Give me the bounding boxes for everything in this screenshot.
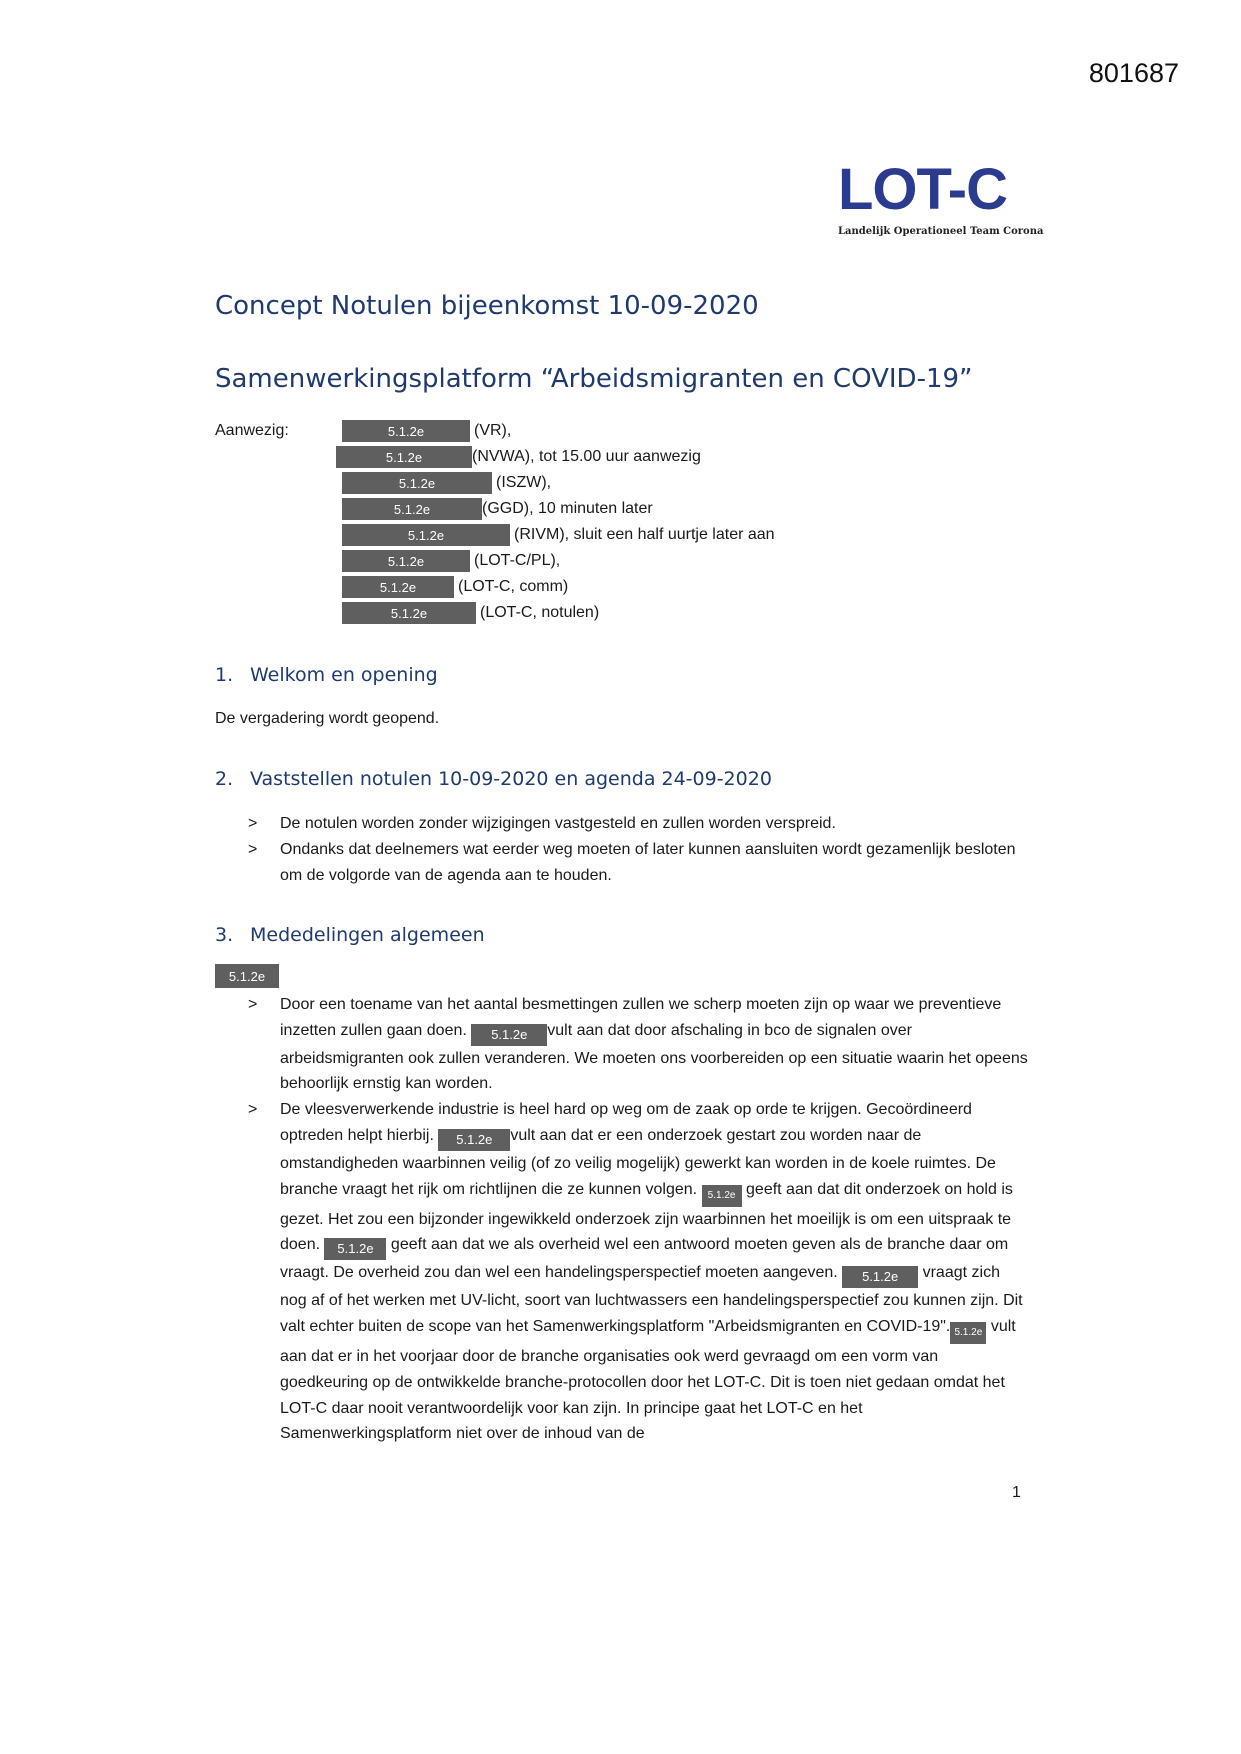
bullet-list <box>248 992 1028 1447</box>
page-title: Concept Notulen bijeenkomst 10-09-2020 <box>215 291 759 321</box>
redaction: 5.1.2e <box>342 472 492 494</box>
section-number: 2. <box>215 768 234 790</box>
bullet-item <box>248 992 1028 1097</box>
lotc-logo <box>838 157 1044 237</box>
page-subtitle: Samenwerkingsplatform “Arbeidsmigranten en COVID-19” <box>215 364 973 394</box>
redaction: 5.1.2e <box>342 602 476 624</box>
bullet-list <box>248 811 1028 888</box>
section-number: 3. <box>215 924 234 946</box>
attendee-row <box>342 575 568 599</box>
bullet-text: vult aan dat er een onderzoek gestart zou worden naar de omstandigheden waarbinnen veilig (of zo veilig mogelijk) gewerkt kan worden in de koele ruimtes. De branche vraagt het rijk om richtlijnen die ze kunnen volgen. <box>280 1127 996 1198</box>
attendee-affiliation: (LOT-C, notulen) <box>480 604 600 621</box>
bullet-text: geeft aan dat we als overheid wel een antwoord moeten geven als de branche daar om vraagt. De overheid zou dan wel een handelingsperspectief moeten aangeven. <box>280 1236 1009 1282</box>
redaction: 5.1.2e <box>342 576 454 598</box>
redaction: 5.1.2e <box>702 1185 742 1207</box>
section-heading-notulen <box>215 768 772 790</box>
section-number: 1. <box>215 664 234 686</box>
attendee-affiliation: (RIVM), sluit een half uurtje later aan <box>514 526 775 543</box>
redaction: 5.1.2e <box>471 1024 547 1046</box>
attendee-affiliation: (NVWA), tot 15.00 uur aanwezig <box>472 448 701 465</box>
redaction: 5.1.2e <box>342 498 482 520</box>
redaction: 5.1.2e <box>342 524 510 546</box>
attendee-row <box>342 549 560 573</box>
section-text: De vergadering wordt geopend. <box>215 710 440 727</box>
attendee-row <box>342 601 599 625</box>
section-title: Vaststellen notulen 10-09-2020 en agenda 24-09-2020 <box>250 768 772 790</box>
bullet-text: vraagt zich nog af of het werken met UV-licht, soort van luchtwassers een handelingsperspectief zou kunnen zijn. Dit valt echter buiten de scope van het Samenwerkingsplatform "Arbeidsmigranten en COVID-19". <box>280 1264 1023 1336</box>
attendee-affiliation: (LOT-C, comm) <box>458 578 569 595</box>
redaction: 5.1.2e <box>438 1129 510 1151</box>
bullet-item <box>248 1097 1028 1447</box>
attendee-row <box>342 523 775 547</box>
section-heading-welkom <box>215 664 438 686</box>
page-number: 1 <box>1012 1484 1021 1501</box>
attendee-row <box>342 471 551 495</box>
bullet-text: Door een toename van het aantal besmettingen zullen we scherp moeten zijn op waar we preventieve inzetten zullen gaan doen. <box>280 996 1002 1039</box>
attendee-affiliation: (LOT-C/PL), <box>474 552 561 569</box>
redaction: 5.1.2e <box>336 446 472 468</box>
attendee-row <box>336 445 701 469</box>
bullet-item: > Ondanks dat deelnemers wat eerder weg moeten of later kunnen aansluiten wordt gezamenlijk besloten om de volgorde van de agenda aan te houden. <box>248 837 1028 889</box>
redaction: 5.1.2e <box>950 1322 986 1344</box>
document-id: 801687 <box>1088 58 1179 88</box>
attendee-affiliation: (ISZW), <box>496 474 552 491</box>
attendee-affiliation: (VR), <box>474 422 512 439</box>
redaction: 5.1.2e <box>215 964 279 988</box>
section-heading-mededelingen <box>215 924 485 946</box>
redaction: 5.1.2e <box>342 550 470 572</box>
attendee-row <box>342 419 511 443</box>
attendee-affiliation: (GGD), 10 minuten later <box>482 500 653 517</box>
redaction: 5.1.2e <box>842 1266 918 1288</box>
bullet-text: geeft aan dat dit onderzoek on hold is gezet. Het zou een bijzonder ingewikkeld onderzoek zijn waarbinnen het moeilijk is om een uitspraak te doen. <box>280 1180 1013 1254</box>
bullet-text: vult aan dat door afschaling in bco de signalen over arbeidsmigranten ook zullen veranderen. We moeten ons voorbereiden op een situatie waarin het opeens behoorlijk ernstig kan worden. <box>280 1021 1028 1093</box>
section-title: Welkom en opening <box>250 664 438 686</box>
bullet-text: vult aan dat er in het voorjaar door de branche organisaties ook werd gevraagd om een vorm van goedkeuring op de ontwikkelde branche-protocollen door het LOT-C. Dit is toen niet gedaan omdat het LOT-C daar nooit verantwoordelijk voor kan zijn. In principe gaat het LOT-C en het Samenwerkingsplatform niet over de inhoud van de <box>280 1318 1016 1443</box>
logo-subtitle: Landelijk Operationeel Team Corona <box>838 226 1044 237</box>
redaction: 5.1.2e <box>342 420 470 442</box>
logo-mark: LOT-C <box>838 157 1007 222</box>
attendee-row <box>342 497 653 521</box>
bullet-item: > De notulen worden zonder wijzigingen vastgesteld en zullen worden verspreid. <box>248 811 1028 837</box>
bullet-text: De vleesverwerkende industrie is heel hard op weg om de zaak op orde te krijgen. Gecoördineerd optreden helpt hierbij. <box>280 1101 972 1145</box>
redaction: 5.1.2e <box>324 1238 386 1260</box>
attendance-label: Aanwezig: <box>215 422 289 439</box>
section-title: Mededelingen algemeen <box>250 924 485 946</box>
